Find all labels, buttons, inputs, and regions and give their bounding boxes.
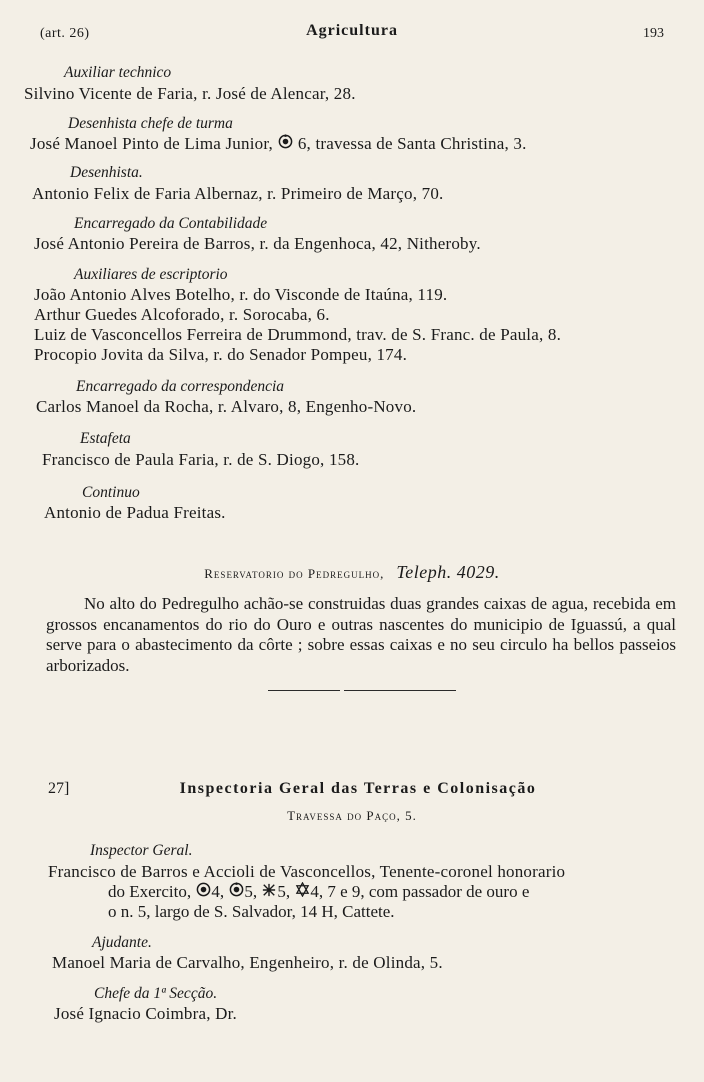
staff-title: Encarregado da correspondencia — [76, 378, 285, 395]
section-address: Travessa do Paço, 5. — [287, 808, 417, 823]
staff-entry: Manoel Maria de Carvalho, Engenheiro, r. de Olinda, 5. — [52, 953, 443, 972]
staff-entry: Francisco de Paula Faria, r. de S. Diogo, 158. — [42, 450, 360, 469]
reservatorio-paragraph — [46, 594, 676, 676]
staff-title: Estafeta — [80, 430, 131, 447]
star-order-icon — [294, 882, 310, 902]
staff-entry-address: 6, travessa de Santa Christina, 3. — [293, 134, 527, 153]
reservatorio-label: Reservatorio do Pedregulho, — [204, 566, 385, 581]
staff-entry: Antonio de Padua Freitas. — [44, 503, 226, 522]
header-article: (art. 26) — [40, 26, 90, 41]
staff-entry-continuation: o n. 5, largo de S. Salvador, 14 H, Cattete. — [108, 902, 395, 921]
entry-text: 4, — [211, 882, 225, 901]
section-name: Inspectoria Geral das Terras e Colonisação — [179, 780, 537, 797]
staff-title: Desenhista. — [70, 164, 143, 181]
staff-entry: Francisco de Barros e Accioli de Vasconcellos, Tenente-coronel honorario — [48, 862, 566, 881]
rose-order-icon — [228, 882, 244, 902]
page-header — [40, 22, 664, 44]
staff-title: Continuo — [82, 484, 140, 501]
staff-entry — [30, 134, 527, 154]
rose-order-icon — [277, 134, 293, 154]
section-address-line — [0, 807, 704, 825]
staff-entry: Carlos Manoel da Rocha, r. Alvaro, 8, Engenho-Novo. — [36, 397, 417, 416]
staff-entry: José Ignacio Coimbra, Dr. — [54, 1004, 237, 1023]
telephone-number: Teleph. 4029. — [396, 562, 500, 582]
staff-entry: Arthur Guedes Alcoforado, r. Sorocaba, 6. — [34, 305, 330, 324]
staff-title: Encarregado da Contabilidade — [74, 215, 268, 232]
divider-left — [268, 690, 340, 691]
staff-entry: Antonio Felix de Faria Albernaz, r. Primeiro de Março, 70. — [32, 184, 444, 203]
cross-order-icon — [261, 882, 277, 902]
section-number: 27] — [48, 780, 70, 797]
staff-entry-name: José Manoel Pinto de Lima Junior, — [30, 134, 278, 153]
staff-title: Desenhista chefe de turma — [68, 115, 233, 132]
staff-title: Auxiliar technico — [64, 64, 172, 81]
paragraph-text: No alto do Pedregulho achão-se construidas duas grandes caixas de agua, recebida em grossos encanamentos do rio do Ouro e outras nascentes do municipio de Iguassú, a qual serve para o abastecimento da côrte ; sobre essas caixas e no seu circulo ha bellos passeios arborizados. — [46, 594, 676, 675]
divider-right — [344, 690, 456, 691]
entry-text: 5, — [244, 882, 258, 901]
entry-text: do Exercito, — [108, 882, 192, 901]
staff-entry: João Antonio Alves Botelho, r. do Visconde de Itaúna, 119. — [34, 285, 448, 304]
rose-order-icon — [195, 882, 211, 902]
header-title: Agricultura — [306, 22, 398, 39]
staff-entry: Procopio Jovita da Silva, r. do Senador Pompeu, 174. — [34, 345, 408, 364]
page-number: 193 — [643, 26, 664, 41]
reservatorio-heading — [0, 562, 704, 583]
staff-title: Ajudante. — [92, 934, 152, 951]
staff-title: Inspector Geral. — [90, 842, 193, 859]
staff-entry: Silvino Vicente de Faria, r. José de Alencar, 28. — [24, 84, 356, 103]
staff-title: Chefe da 1ª Secção. — [94, 985, 218, 1002]
entry-text: 5, — [277, 882, 291, 901]
staff-entry: José Antonio Pereira de Barros, r. da Engenhoca, 42, Nitheroby. — [34, 234, 481, 253]
staff-entry-continuation — [108, 882, 529, 902]
staff-title: Auxiliares de escriptorio — [74, 266, 228, 283]
staff-entry: Luiz de Vasconcellos Ferreira de Drummond, trav. de S. Franc. de Paula, 8. — [34, 325, 562, 344]
entry-text: 4, 7 e 9, com passador de ouro e — [310, 882, 530, 901]
